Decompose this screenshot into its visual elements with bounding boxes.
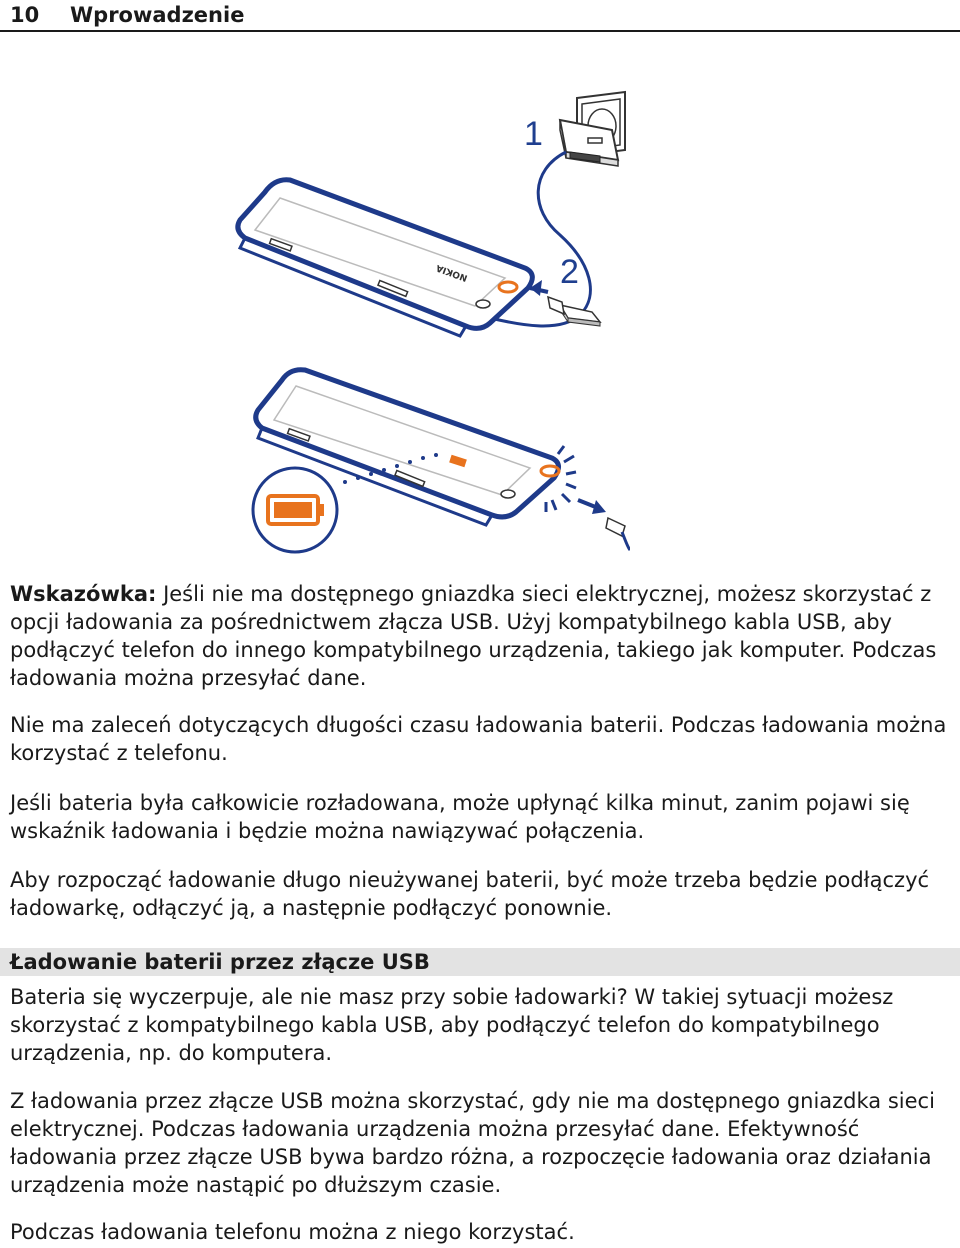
- tip-label: Wskazówka:: [10, 582, 157, 606]
- paragraph-text: Aby rozpocząć ładowanie długo nieużywanej baterii, być może trzeba będzie podłączyć ładowarkę, odłączyć ją, a następnie podłączyć ponownie.: [10, 868, 930, 920]
- phone-top: [238, 180, 532, 336]
- step-label-1: 1: [524, 115, 543, 153]
- usb-plug-icon: [548, 297, 600, 326]
- paragraph: [10, 789, 950, 845]
- paragraph-text: Z ładowania przez złącze USB można skorzystać, gdy nie ma dostępnego gniazdka sieci elektrycznej. Podczas ładowania urządzenia można przesyłać dane. Efektywność ładowania przez złącze USB bywa bardzo różna, a rozpoczęcie ładowania oraz działania urządzenia może nastąpić po dłuższym czasie.: [10, 1089, 935, 1197]
- paragraph: [10, 983, 950, 1067]
- charging-illustration: [230, 90, 630, 560]
- section-heading: [0, 948, 960, 976]
- battery-charging-icon: [253, 468, 337, 552]
- paragraph: [10, 1087, 950, 1199]
- page-header: [0, 0, 960, 32]
- section-heading-text: Ładowanie baterii przez złącze USB: [10, 950, 430, 974]
- step-label-2: 2: [560, 253, 579, 291]
- tip-text: Jeśli nie ma dostępnego gniazdka sieci elektrycznej, możesz skorzystać z opcji ładowania za pośrednictwem złącza USB. Użyj kompatybilnego kabla USB, aby podłączyć telefon do innego kompatybilnego urządzenia, takiego jak komputer. Podczas ładowania można przesyłać dane.: [10, 582, 937, 690]
- paragraph-text: Bateria się wyczerpuje, ale nie masz przy sobie ładowarki? W takiej sytuacji możesz skorzystać z kompatybilnego kabla USB, aby podłączyć telefon do kompatybilnego urządzenia, np. do komputera.: [10, 985, 894, 1065]
- paragraph: [10, 711, 950, 767]
- paragraph-text: Podczas ładowania telefonu można z niego korzystać.: [10, 1220, 575, 1244]
- paragraph-text: Nie ma zaleceń dotyczących długości czasu ładowania baterii. Podczas ładowania można korzystać z telefonu.: [10, 713, 947, 765]
- tip-paragraph: [10, 580, 950, 692]
- chapter-title: Wprowadzenie: [70, 3, 245, 27]
- page-number: 10: [10, 3, 40, 27]
- paragraph-text: Jeśli bateria była całkowicie rozładowana, może upłynąć kilka minut, zanim pojawi się wskaźnik ładowania i będzie można nawiązywać połączenia.: [10, 791, 910, 843]
- paragraph: [10, 866, 950, 922]
- phone-brand-text: NOKIA: [435, 262, 470, 283]
- paragraph: [10, 1218, 950, 1246]
